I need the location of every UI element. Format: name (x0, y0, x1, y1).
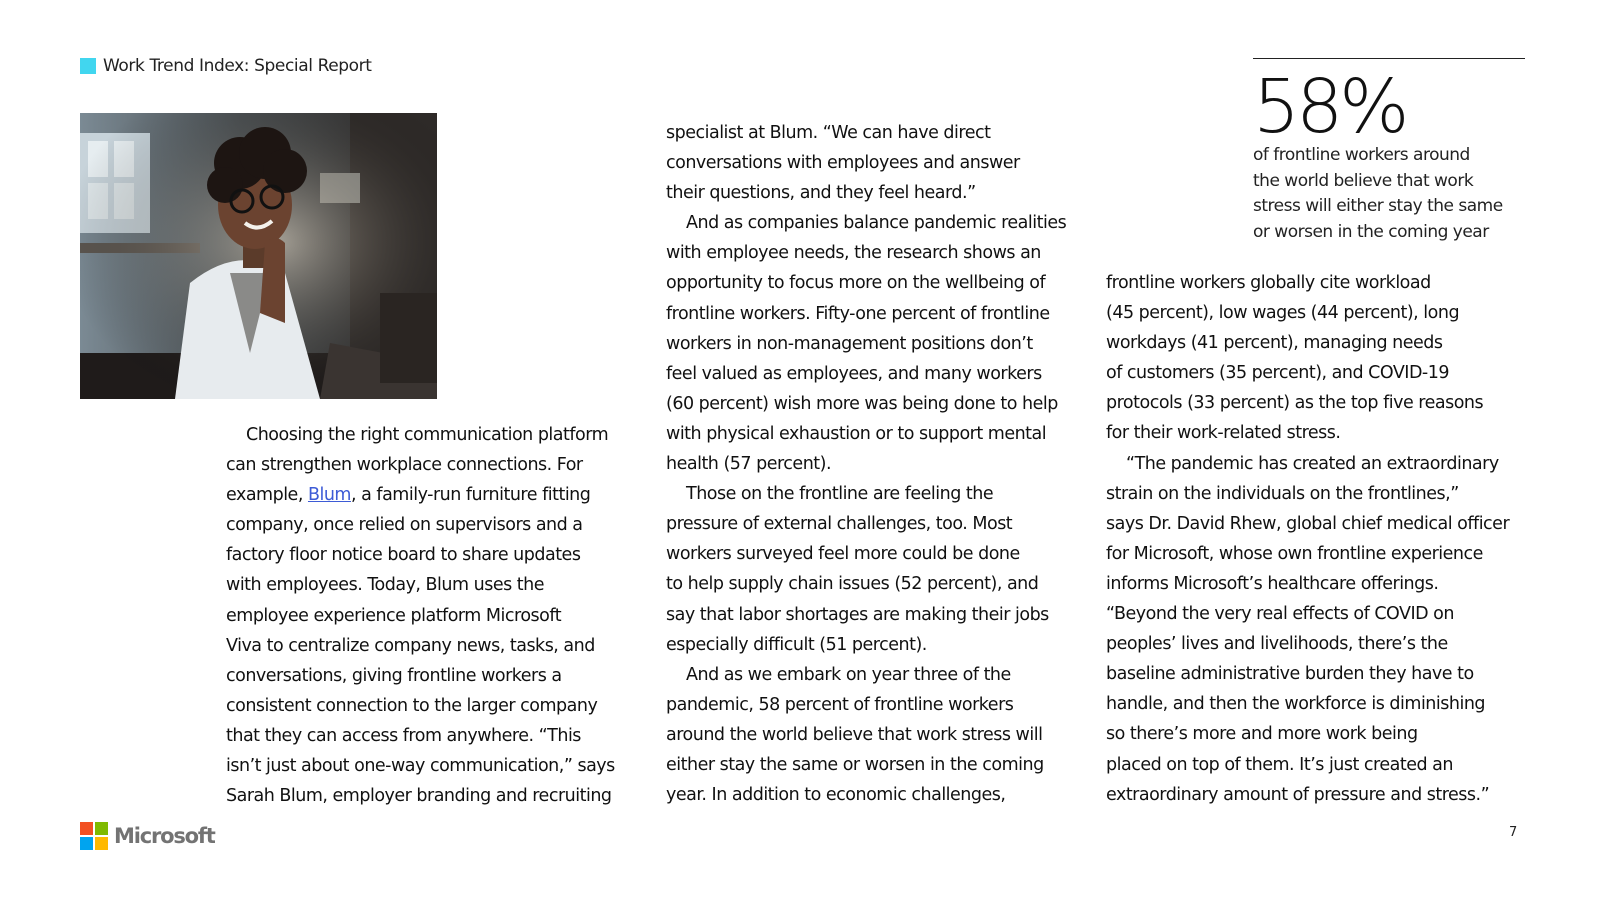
text-line: company, once relied on supervisors and a (226, 515, 583, 536)
text-line: with employees. Today, Blum uses the (226, 575, 544, 596)
text-line: around the world believe that work stress will (666, 724, 1043, 745)
text-line: frontline workers globally cite workload (1106, 273, 1431, 293)
text-line: say that labor shortages are making their jobs (666, 604, 1049, 625)
text-line: can strengthen workplace connections. For (226, 455, 583, 476)
logo-square-yellow (95, 837, 108, 850)
text-line: “Beyond the very real effects of COVID on (1106, 604, 1454, 625)
text-line: health (57 percent). (666, 454, 832, 475)
article-column-1 (226, 420, 646, 811)
report-title: Work Trend Index: Special Report (103, 56, 372, 76)
stat-caption-line: of frontline workers around (1253, 145, 1470, 165)
stat-value: 58% (1253, 64, 1406, 150)
text-line: opportunity to focus more on the wellbeing of (666, 273, 1046, 294)
text-line: conversations with employees and answer (666, 153, 1020, 174)
text-line: for Microsoft, whose own frontline experience (1106, 543, 1483, 564)
text-line: Choosing the right communication platform (246, 425, 609, 445)
stat-caption-line: the world believe that work (1253, 170, 1474, 191)
text-line: pandemic, 58 percent of frontline workers (666, 694, 1014, 715)
text-line: of customers (35 percent), and COVID-19 (1106, 363, 1450, 384)
text-line: placed on top of them. It’s just created an (1106, 754, 1453, 775)
text-line: protocols (33 percent) as the top five reasons (1106, 393, 1484, 414)
text-line: with employee needs, the research shows an (666, 243, 1041, 264)
text-line: “The pandemic has created an extraordinary (1126, 453, 1499, 474)
text-line: strain on the individuals on the frontlines,” (1106, 483, 1459, 504)
stat-caption-line: or worsen in the coming year (1253, 221, 1489, 242)
text-line: conversations, giving frontline workers a (226, 665, 562, 686)
text-line: informs Microsoft’s healthcare offerings. (1106, 573, 1439, 594)
text-line: baseline administrative burden they have to (1106, 664, 1474, 685)
text-line: Viva to centralize company news, tasks, and (226, 635, 595, 656)
text-line: peoples’ lives and livelihoods, there’s the (1106, 634, 1448, 655)
text-line: with physical exhaustion or to support mental (666, 423, 1047, 444)
text-line: isn’t just about one-way communication,” says (226, 756, 615, 777)
text-line: employee experience platform Microsoft (226, 605, 562, 626)
microsoft-wordmark: Microsoft (114, 824, 215, 848)
page-number: 7 (1509, 825, 1518, 840)
text-line: specialist at Blum. “We can have direct (666, 123, 991, 143)
text-line: (60 percent) wish more was being done to help (666, 393, 1058, 414)
text-line: their questions, and they feel heard.” (666, 183, 976, 204)
text-line: that they can access from anywhere. “This (226, 725, 581, 746)
logo-square-green (95, 822, 108, 835)
microsoft-logo-icon (80, 822, 108, 850)
text-fragment: , (350, 485, 357, 506)
text-line: Sarah Blum, employer branding and recruiting (226, 786, 612, 807)
text-line: so there’s more and more work being (1106, 724, 1418, 745)
stat-divider (1253, 58, 1525, 59)
text-line: feel valued as employees, and many workers (666, 363, 1042, 384)
text-line: workdays (41 percent), managing needs (1106, 333, 1443, 354)
text-line: handle, and then the workforce is diminishing (1106, 694, 1486, 715)
text-line: workers surveyed feel more could be done (666, 544, 1020, 565)
text-line: for their work-related stress. (1106, 423, 1341, 444)
text-line: says Dr. David Rhew, global chief medical officer (1106, 513, 1510, 534)
text-line: factory floor notice board to share updates (226, 545, 581, 566)
stat-callout (1253, 58, 1525, 245)
accent-square-icon (80, 58, 96, 74)
blum-link[interactable]: Blum (307, 485, 351, 506)
text-line: Those on the frontline are feeling the (686, 484, 994, 505)
text-line: extraordinary amount of pressure and stress.” (1106, 784, 1490, 805)
frontline-worker-photo (80, 113, 437, 399)
text-line: workers in non-management positions don’t (666, 333, 1033, 354)
text-fragment: a family-run furniture fitting (361, 485, 591, 506)
microsoft-logo (80, 822, 215, 850)
text-line: consistent connection to the larger company (226, 695, 598, 716)
text-line: (45 percent), low wages (44 percent), long (1106, 303, 1460, 324)
photo-illustration (80, 113, 437, 399)
text-line-with-link (226, 480, 646, 510)
text-line: And as companies balance pandemic realities (686, 213, 1067, 234)
text-line: pressure of external challenges, too. Most (666, 514, 1013, 535)
text-fragment: example, (226, 485, 303, 506)
logo-square-blue (80, 837, 93, 850)
stat-caption (1253, 143, 1525, 245)
text-line: especially difficult (51 percent). (666, 634, 927, 655)
logo-square-red (80, 822, 93, 835)
text-line: And as we embark on year three of the (686, 664, 1011, 685)
article-column-2 (666, 118, 1091, 810)
text-line: year. In addition to economic challenges, (666, 785, 1006, 806)
report-header (80, 56, 372, 76)
text-line: to help supply chain issues (52 percent), and (666, 574, 1039, 595)
text-line: either stay the same or worsen in the coming (666, 754, 1044, 775)
text-line: frontline workers. Fifty-one percent of frontline (666, 303, 1050, 324)
article-column-3 (1106, 268, 1526, 810)
stat-caption-line: stress will either stay the same (1253, 196, 1503, 216)
